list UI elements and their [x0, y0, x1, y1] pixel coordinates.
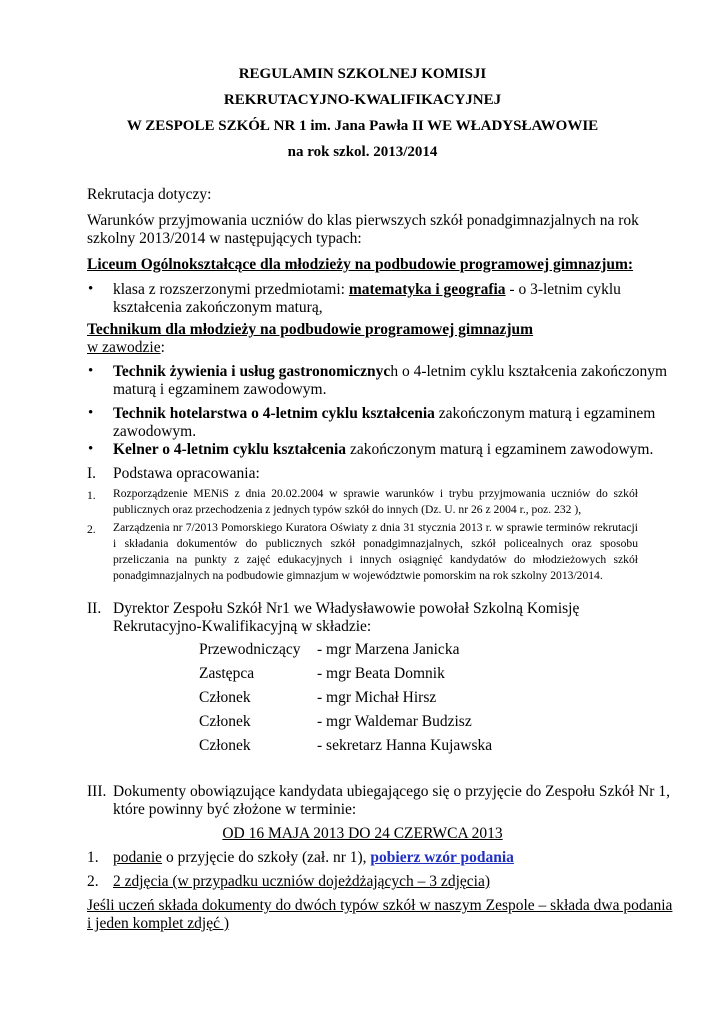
conditions-line-1: Warunków przyjmowania uczniów do klas pierwszych szkół ponadgimnazjalnych na rok [87, 212, 639, 229]
bullet-icon: • [88, 363, 94, 379]
technikum-subheading [87, 339, 165, 357]
liceum-subjects: matematyka i geografia [348, 281, 506, 298]
recruitment-concerns: Rekrutacja dotyczy: [87, 186, 212, 203]
member-role: Zastępca [199, 665, 255, 682]
doc-2: 2 zdjęcia (w przypadku uczniów dojeżdżających – 3 zdjęcia) [113, 873, 490, 890]
member-role: Członek [199, 713, 251, 730]
technikum-item-1-rest: h o 4-letnim cyklu kształcenia zakończonym [390, 363, 668, 380]
section-2-numeral: II. [87, 600, 102, 617]
member-name: - mgr Beata Domnik [317, 665, 445, 682]
basis-item-2: Zarządzenia nr 7/2013 Pomorskiego Kuratora Oświaty z dnia 31 stycznia 2013 r. w sprawie terminów rekrutacji i składania dokumentów do publicznych szkół ponadgimnazjalnych, szkół policealnych oraz sposobu przeliczania na punkty z zajęć edukacyjnych i innych osiągnięć kandydatów do młodzieżowych szkół ponadgimnazjalnych na podbudowie gimnazjum w województwie pomorskim na rok szkolny 2013/2014. [113, 521, 638, 582]
liceum-heading: Liceum Ogólnokształcące dla młodzieży na podbudowie programowej gimnazjum: [87, 256, 634, 273]
submission-deadline: OD 16 MAJA 2013 DO 24 CZERWCA 2013 [222, 825, 503, 842]
technikum-item-1-line-2: maturą i egzaminem zawodowym. [113, 381, 327, 398]
section-2-line-1: Dyrektor Zespołu Szkół Nr1 we Władysławowie powołał Szkolną Komisję [113, 600, 580, 617]
technikum-item-2-line-2: zawodowym. [113, 423, 197, 440]
title-line-3: W ZESPOLE SZKÓŁ NR 1 im. Jana Pawła II WE WŁADYSŁAWOWIE [126, 118, 599, 134]
member-role: Przewodniczący [199, 641, 301, 658]
section-3-line-1: Dokumenty obowiązujące kandydata ubiegającego się o przyjęcie do Zespołu Szkół Nr 1, [113, 783, 670, 800]
bullet-icon: • [88, 405, 94, 421]
technikum-item-3-rest: zakończonym maturą i egzaminem zawodowym. [346, 441, 654, 458]
note-line-2: i jeden komplet zdjęć ) [87, 915, 230, 932]
member-name: - mgr Waldemar Budzisz [317, 713, 472, 730]
title-line-2: REKRUTACYJNO-KWALIFIKACYJNEJ [223, 92, 502, 108]
technikum-item-2-rest: zakończonym maturą i egzaminem [434, 405, 656, 422]
title-line-4: na rok szkol. 2013/2014 [287, 144, 438, 160]
title-line-1: REGULAMIN SZKOLNEJ KOMISJI [238, 66, 487, 82]
technikum-sub-label: w zawodzie [87, 339, 161, 356]
member-role: Członek [199, 737, 251, 754]
section-3-numeral: III. [87, 783, 107, 800]
technikum-item-1-bold: Technik żywienia i usług gastronomicznyc [113, 363, 391, 380]
note-line-1: Jeśli uczeń składa dokumenty do dwóch typów szkół w naszym Zespole – składa dwa podania [87, 897, 673, 914]
section-3-line-2: które powinny być złożone w terminie: [113, 801, 357, 818]
download-application-link[interactable]: pobierz wzór podania [370, 849, 514, 866]
doc-1-num: 1. [87, 849, 99, 866]
conditions-line-2: szkolny 2013/2014 w następujących typach: [87, 230, 362, 247]
basis-item-1-num: 1. [87, 489, 96, 502]
member-role: Członek [199, 689, 251, 706]
bullet-icon: • [88, 281, 94, 297]
technikum-item-2 [113, 405, 655, 423]
section-2-line-2: Rekrutacyjno-Kwalifikacyjną w składzie: [113, 618, 372, 635]
liceum-item-prefix: klasa z rozszerzonymi przedmiotami: [113, 281, 349, 298]
technikum-item-1 [113, 363, 667, 381]
doc-1-text: o przyjęcie do szkoły (zał. nr 1), [162, 849, 371, 866]
section-1-title: Podstawa opracowania: [113, 465, 260, 482]
liceum-item [113, 281, 621, 299]
technikum-item-2-bold: Technik hotelarstwa o 4-letnim cyklu kształcenia [113, 405, 435, 422]
application-link[interactable]: podanie [113, 849, 163, 866]
bullet-icon: • [88, 441, 94, 457]
basis-item-1: Rozporządzenie MENiS z dnia 20.02.2004 w sprawie warunków i trybu przyjmowania uczniów do szkół publicznych oraz przechodzenia z jednych typów szkół do innych (Dz. U. nr 26 z 2004 r., poz. 232 ), [113, 487, 638, 516]
technikum-sub-colon: : [160, 339, 165, 356]
doc-2-num: 2. [87, 873, 99, 890]
member-name: - sekretarz Hanna Kujawska [317, 737, 493, 754]
doc-1 [113, 849, 514, 867]
liceum-item-line-2: kształcenia zakończonym maturą, [113, 299, 323, 316]
technikum-item-3-bold: Kelner o 4-letnim cyklu kształcenia [113, 441, 347, 458]
member-name: - mgr Michał Hirsz [317, 689, 437, 706]
technikum-heading: Technikum dla młodzieży na podbudowie programowej gimnazjum [87, 321, 534, 338]
member-name: - mgr Marzena Janicka [317, 641, 460, 658]
section-1-numeral: I. [87, 465, 97, 482]
basis-item-2-num: 2. [87, 523, 96, 536]
technikum-item-3 [113, 441, 653, 459]
liceum-item-suffix: - o 3-letnim cyklu [505, 281, 621, 298]
